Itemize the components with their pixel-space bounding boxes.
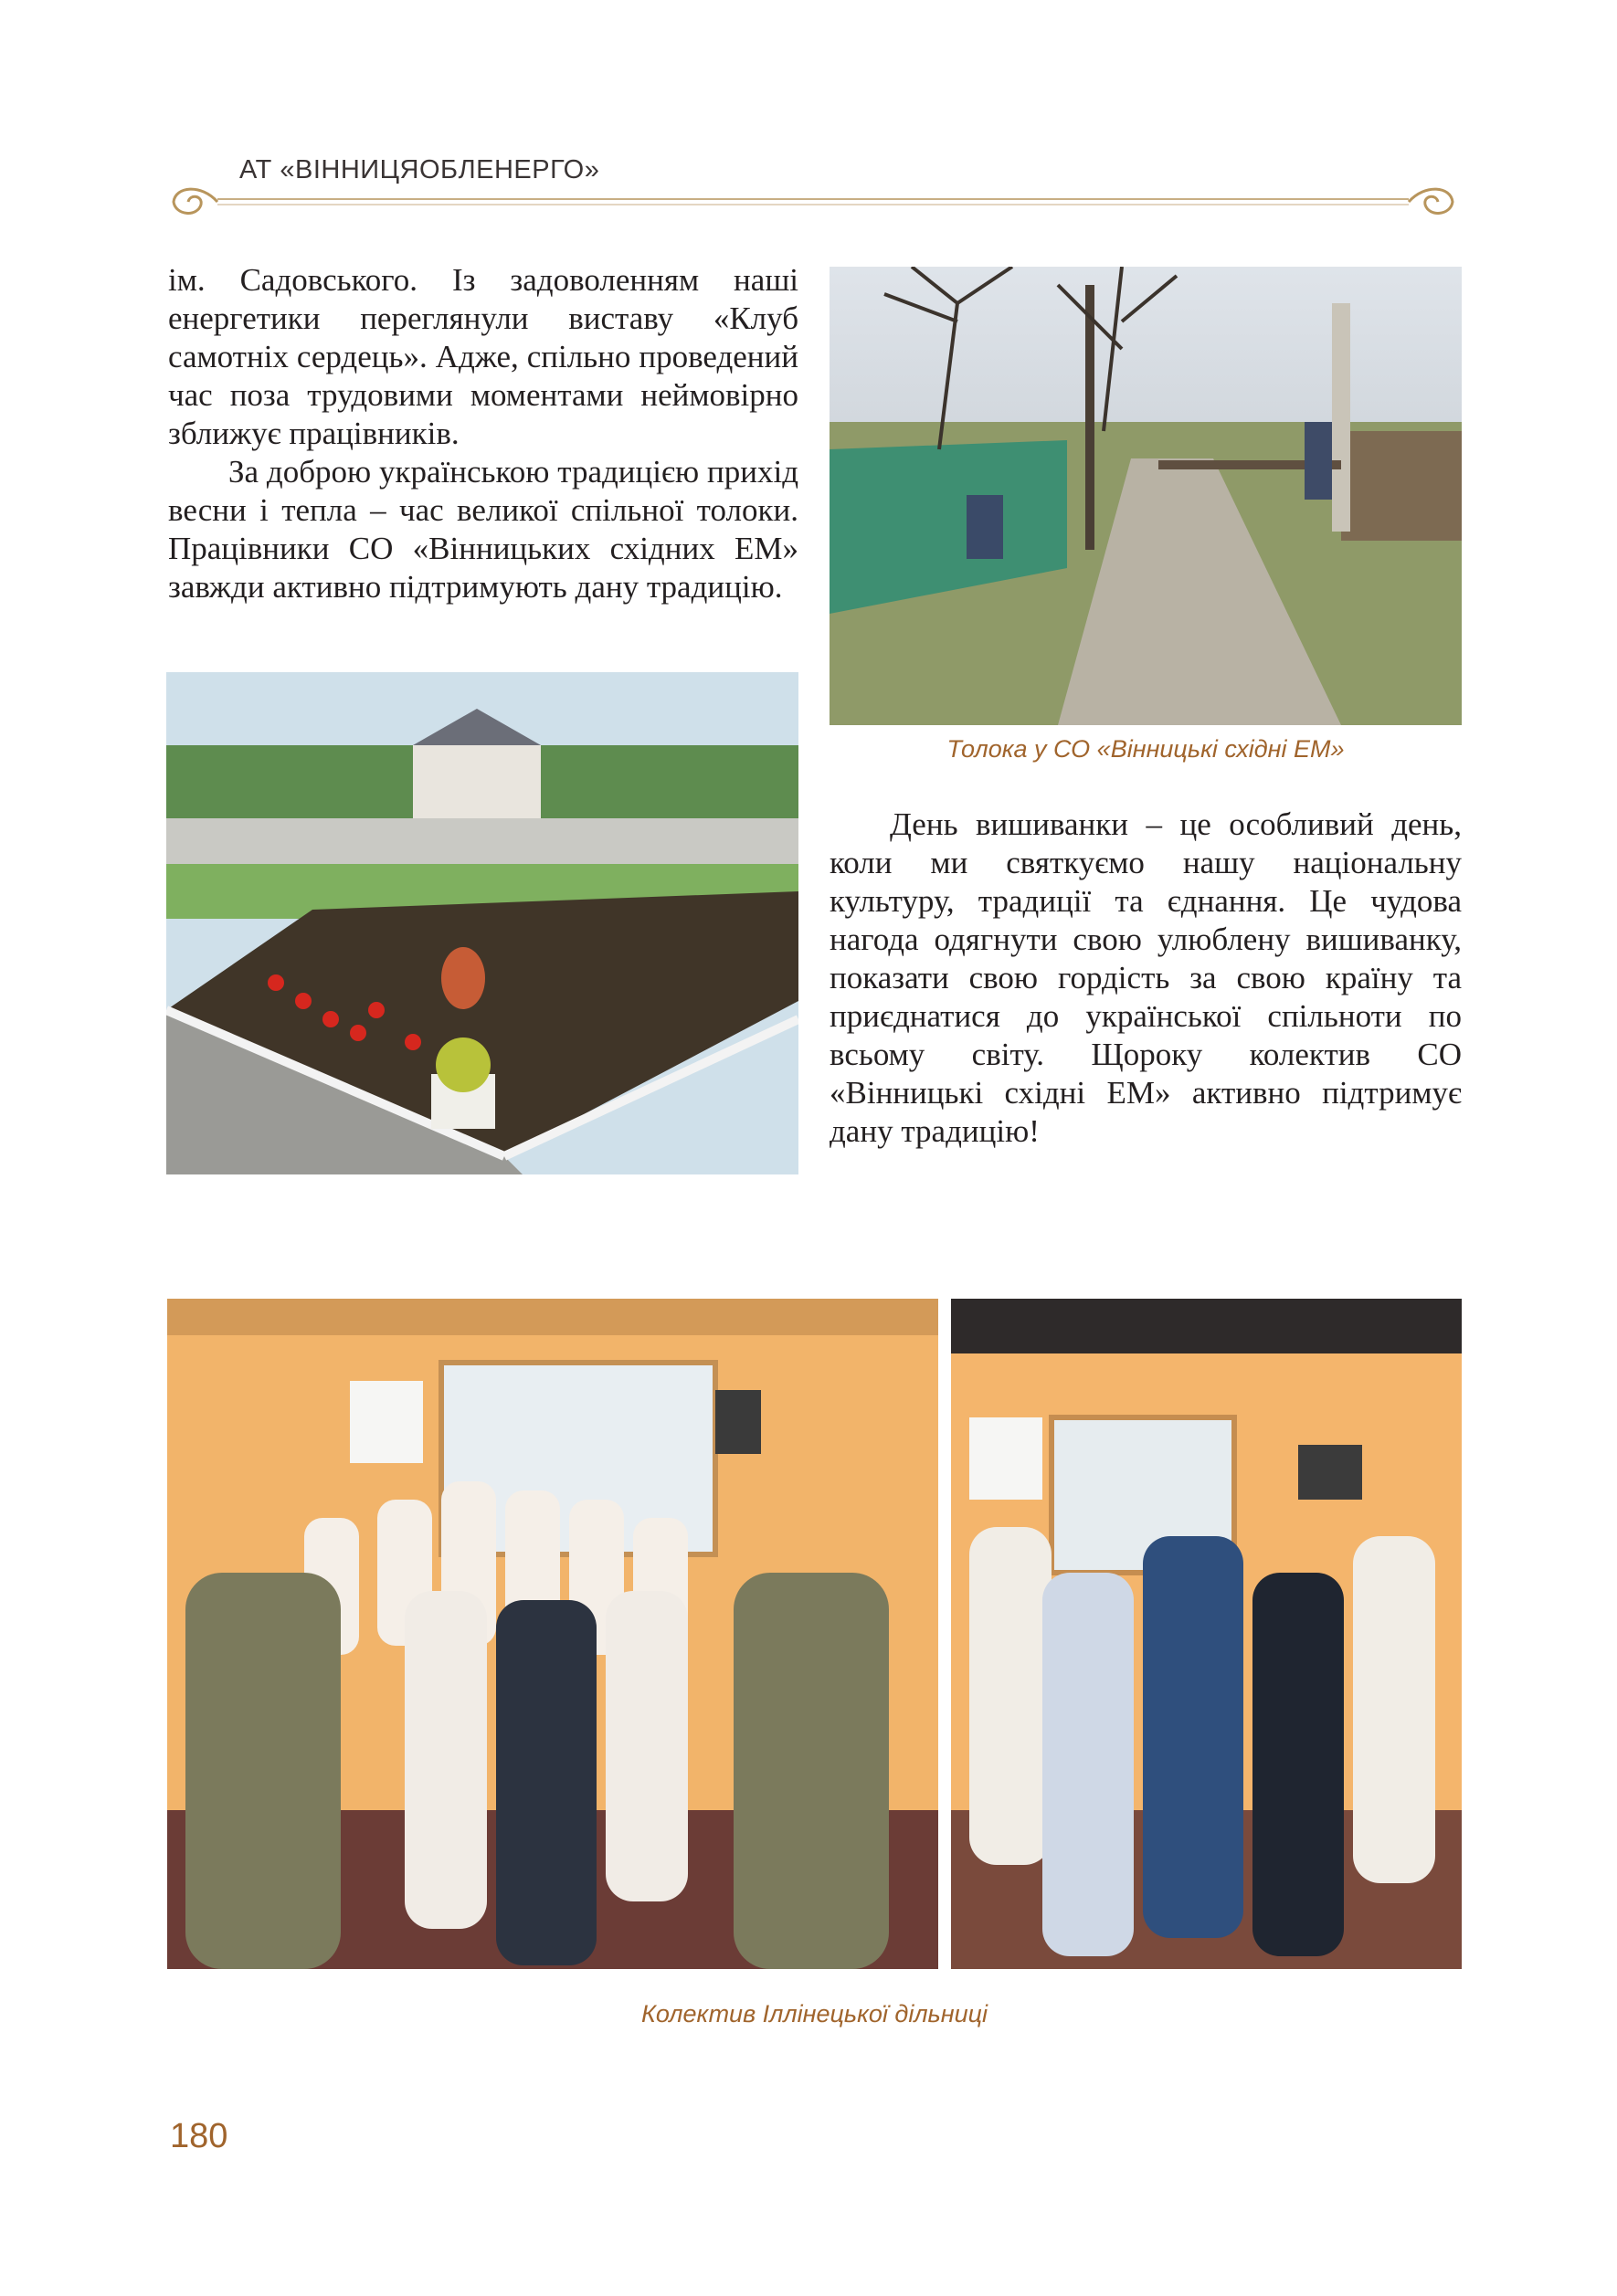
header-ornament-rule	[164, 179, 1462, 223]
photo-flower-bed	[166, 672, 798, 1174]
photo-team-with-soldiers	[167, 1299, 938, 1969]
paragraph-vyshyvanka: День вишиванки – це особливий день, коли ми святкуємо нашу національну культуру, традиції та єднання. Це чудова нагода одягнути свою улюблену вишиванку, показати свою гордість за свою країну та приєднатися до української спільноти по всьому світу. Щороку колектив СО «Вінницькі східні ЕМ» активно підтримує дану традицію!	[830, 806, 1462, 1149]
photo-team-at-office	[951, 1299, 1462, 1969]
flower-bed-image	[166, 672, 798, 1174]
right-text-column	[830, 806, 1462, 1151]
caption-illintsi-team: Колектив Іллінецької дільниці	[640, 2000, 988, 2027]
team-at-office-image	[951, 1299, 1462, 1969]
caption-toloka: Толока у СО «Вінницькі східні ЕМ»	[946, 735, 1345, 763]
left-text-column	[168, 261, 798, 606]
village-road-image	[830, 267, 1462, 725]
running-header: АТ «ВІННИЦЯОБЛЕНЕРГО»	[239, 155, 600, 184]
paragraph-toloka: За доброю українською традицією прихід весни і тепла – час великої спільної толоки. Працівники СО «Вінницьких східних ЕМ» завжди активно підтримують дану традицію.	[168, 454, 798, 605]
team-with-soldiers-image	[167, 1299, 938, 1969]
page-number: 180	[170, 2117, 228, 2155]
paragraph-theatre: ім. Садовського. Із задоволенням наші енергетики переглянули виставу «Клуб самотніх сердець». Адже, спільно проведений час поза трудовими моментами неймовірно зближує працівників.	[168, 262, 798, 451]
photo-village-road	[830, 267, 1462, 725]
